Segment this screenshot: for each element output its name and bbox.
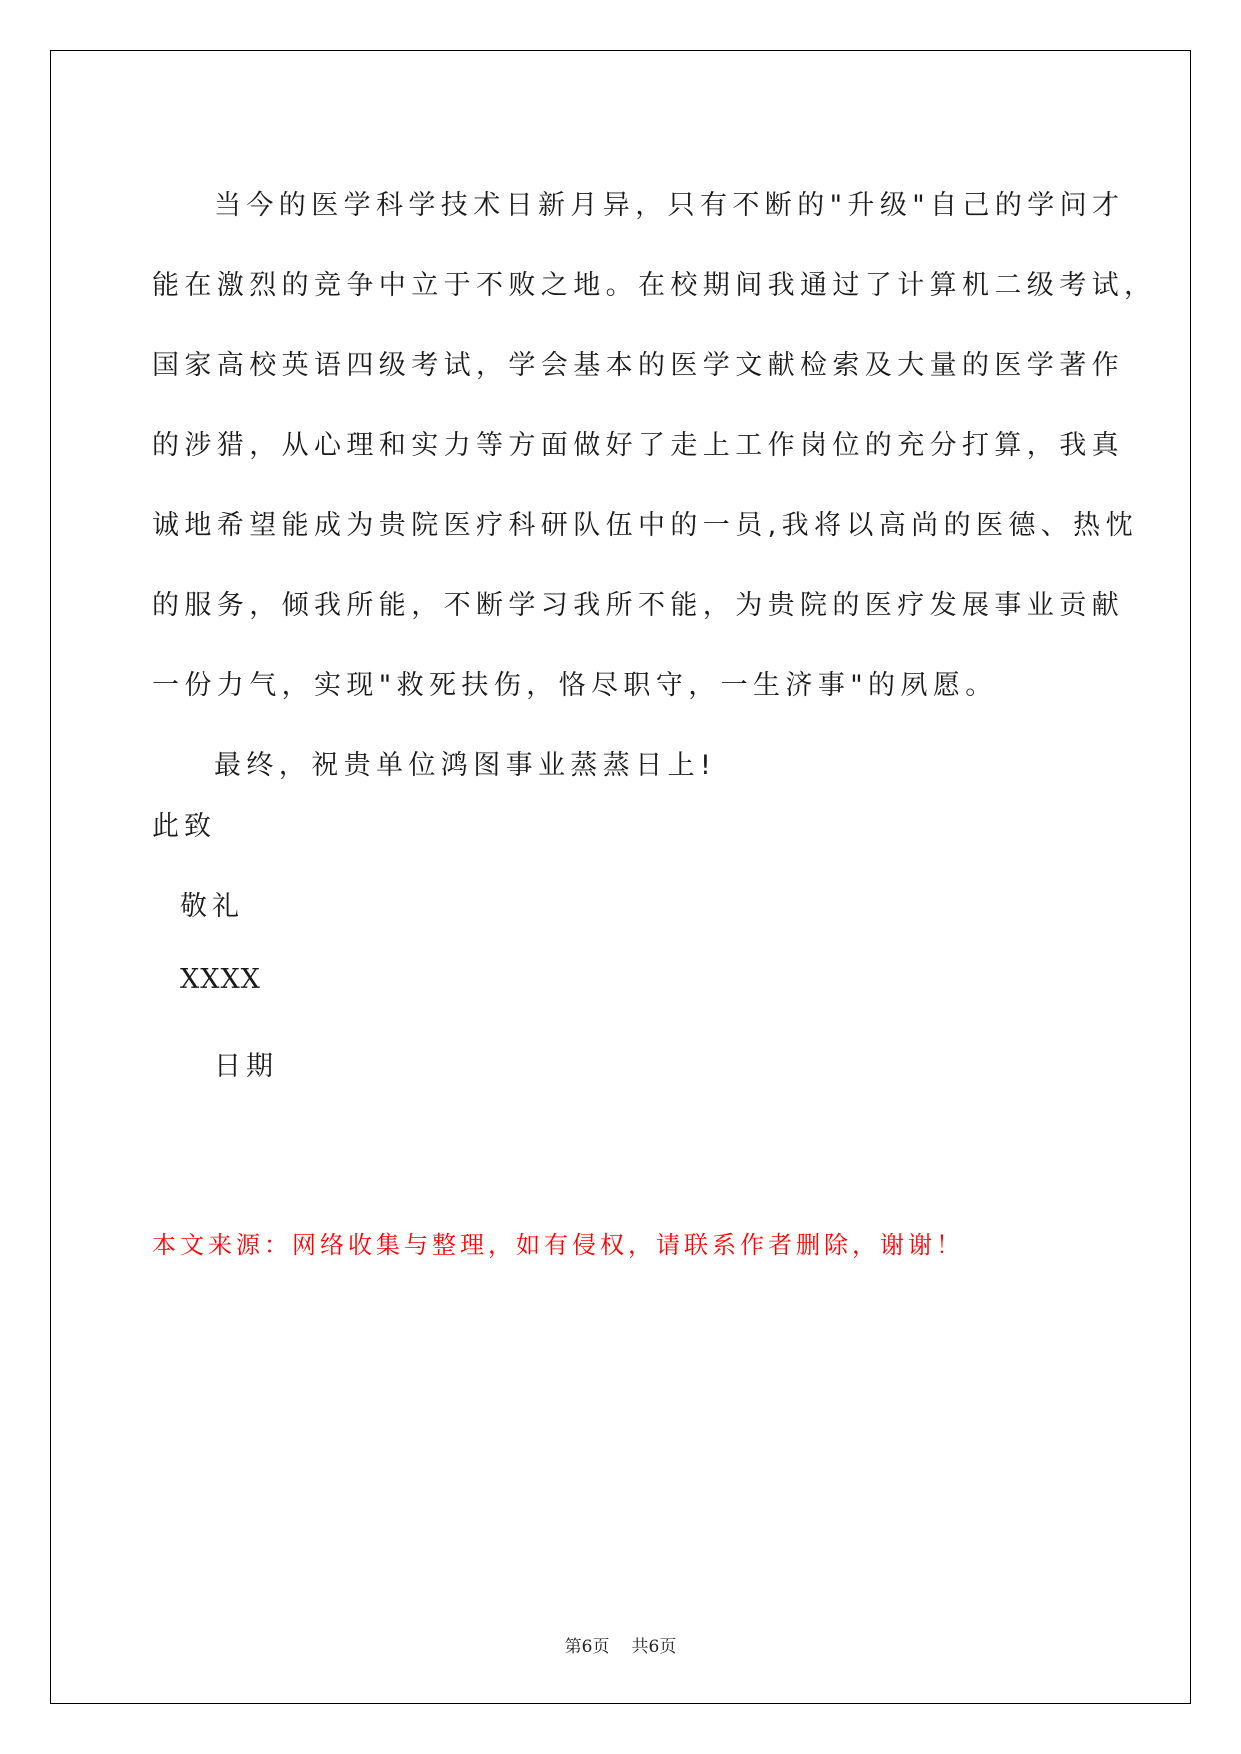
paragraph-line: 国家高校英语四级考试，学会基本的医学文献检索及大量的医学著作 xyxy=(152,350,1124,381)
page-footer xyxy=(0,1632,1241,1657)
paragraph-line: 当今的医学科学技术日新月异，只有不断的"升级"自己的学问才 xyxy=(214,190,1125,221)
paragraph-line: 一份力气，实现"救死扶伤，恪尽职守，一生济事"的夙愿。 xyxy=(152,670,998,701)
paragraph-line: 的服务，倾我所能，不断学习我所不能，为贵院的医疗发展事业贡献 xyxy=(152,590,1124,621)
page-current: 第6页 xyxy=(564,1637,610,1657)
closing-salutation: 此致 xyxy=(152,811,216,842)
source-note: 本文来源：网络收集与整理，如有侵权，请联系作者删除，谢谢！ xyxy=(152,1231,964,1259)
paragraph-line: 能在激烈的竞争中立于不败之地。在校期间我通过了计算机二级考试， xyxy=(152,270,1157,301)
paragraph-line: 的涉猎，从心理和实力等方面做好了走上工作岗位的充分打算，我真 xyxy=(152,430,1124,461)
page-total: 共6页 xyxy=(631,1637,677,1657)
signature: XXXX xyxy=(180,964,261,995)
wish-line: 最终，祝贵单位鸿图事业蒸蒸日上! xyxy=(214,750,717,781)
closing-respect: 敬礼 xyxy=(180,891,244,922)
paragraph-line: 诚地希望能成为贵院医疗科研队伍中的一员,我将以高尚的医德、热忱 xyxy=(152,510,1138,541)
date-label: 日期 xyxy=(214,1051,278,1082)
letter-body xyxy=(152,166,1157,806)
